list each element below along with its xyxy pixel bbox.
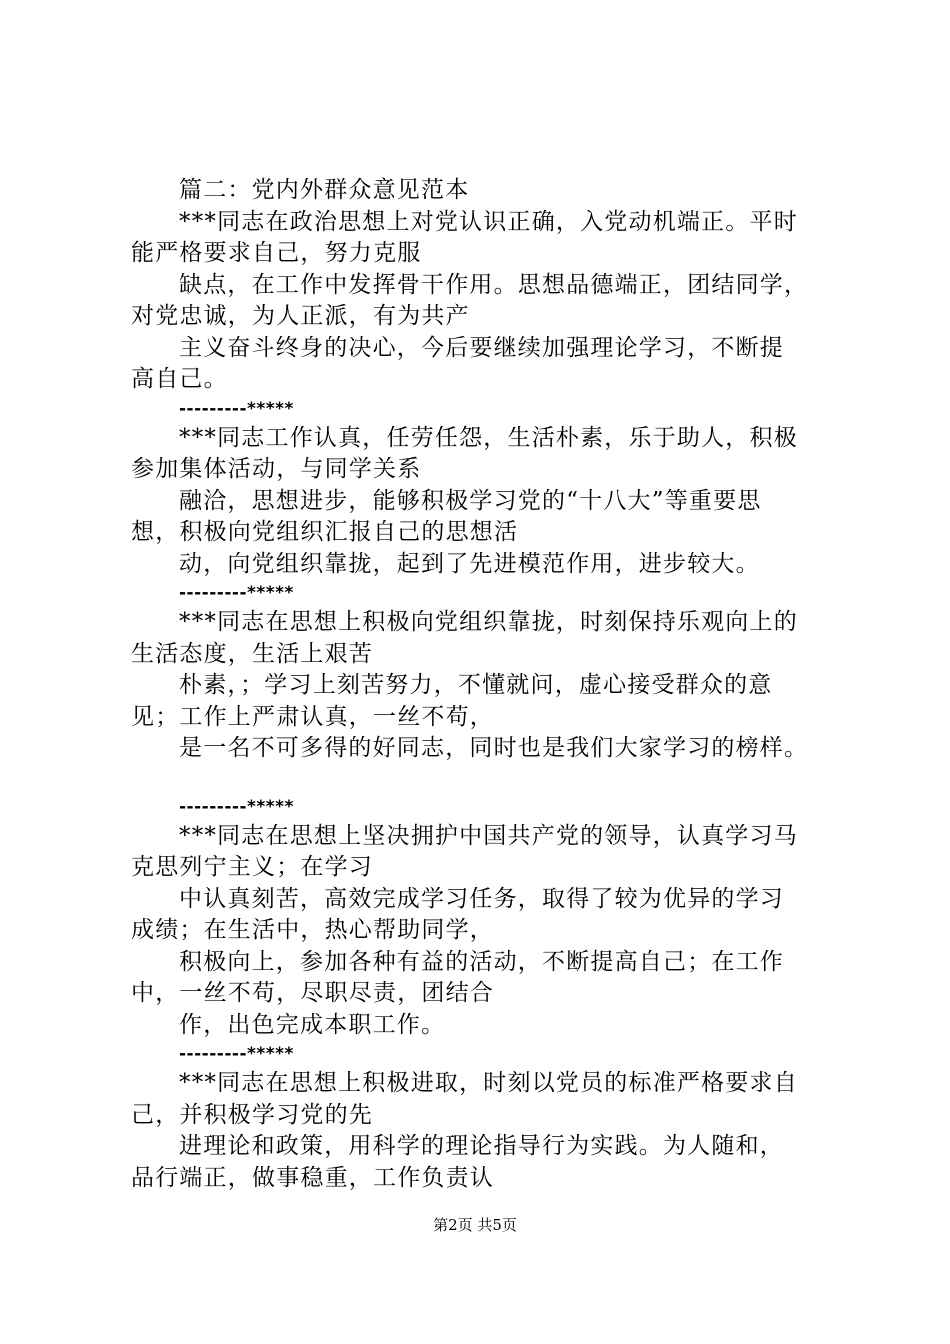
paragraph-line: 见；工作上严肃认真，一丝不苟， [131, 703, 494, 730]
paragraph-line: 缺点，在工作中发挥骨干作用。思想品德端正，团结同学， [179, 271, 809, 298]
paragraph-line: 高自己。 [131, 366, 228, 392]
section-divider: ---------***** [179, 583, 294, 603]
paragraph-line: ***同志工作认真，任劳任怨，生活朴素，乐于助人，积极 [179, 424, 798, 451]
paragraph-line: 中认真刻苦，高效完成学习任务，取得了较为优异的学习 [179, 885, 784, 912]
paragraph-line: ***同志在思想上积极向党组织靠拢，时刻保持乐观向上的 [179, 609, 798, 635]
document-body [131, 175, 843, 1194]
paragraph-line: 主义奋斗终身的决心，今后要继续加强理论学习，不断提 [179, 334, 784, 361]
paragraph-line: 积极向上，参加各种有益的活动，不断提高自己；在工作 [179, 948, 784, 975]
section-divider: ---------***** [179, 1044, 294, 1064]
paragraph-line: 是一名不可多得的好同志，同时也是我们大家学习的榜样。 [179, 735, 809, 761]
paragraph-line: 成绩；在生活中，热心帮助同学， [131, 917, 494, 943]
document-title: 篇二：党内外群众意见范本 [179, 177, 470, 203]
paragraph-line: 朴素，；学习上刻苦努力，不懂就问，虚心接受群众的意 [179, 672, 773, 698]
paragraph-line: 动，向党组织靠拢，起到了先进模范作用，进步较大。 [179, 550, 760, 577]
paragraph-line: ***同志在政治思想上对党认识正确，入党动机端正。平时 [179, 208, 798, 235]
section-divider: ---------***** [179, 398, 294, 419]
paragraph-line: 能严格要求自己，努力克服 [131, 240, 422, 266]
paragraph-line: 想，积极向党组织汇报自己的思想活 [131, 519, 519, 545]
paragraph-line: 己，并积极学习党的先 [131, 1101, 373, 1128]
paragraph-line: 参加集体活动，与同学关系 [131, 456, 422, 482]
paragraph-line: 融洽，思想进步，能够积极学习党的“十八大”等重要思 [179, 487, 762, 514]
paragraph-line: 克思列宁主义；在学习 [131, 854, 373, 880]
paragraph-line: 品行端正，做事稳重，工作负责认 [131, 1164, 494, 1191]
page-number-footer: 第2页 共5页 [433, 1216, 517, 1234]
paragraph-line: 中，一丝不苟，尽职尽责，团结合 [131, 980, 494, 1006]
section-divider: ---------***** [179, 796, 294, 817]
paragraph-line: 作，出色完成本职工作。 [179, 1011, 446, 1038]
paragraph-line: 生活态度，生活上艰苦 [131, 640, 373, 667]
paragraph-line: 对党忠诚，为人正派，有为共产 [131, 303, 470, 329]
paragraph-line: 进理论和政策，用科学的理论指导行为实践。为人随和， [179, 1133, 784, 1159]
paragraph-line: ***同志在思想上积极进取，时刻以党员的标准严格要求自 [179, 1070, 798, 1096]
paragraph-line: ***同志在思想上坚决拥护中国共产党的领导，认真学习马 [179, 822, 798, 849]
blank-line [131, 765, 843, 794]
